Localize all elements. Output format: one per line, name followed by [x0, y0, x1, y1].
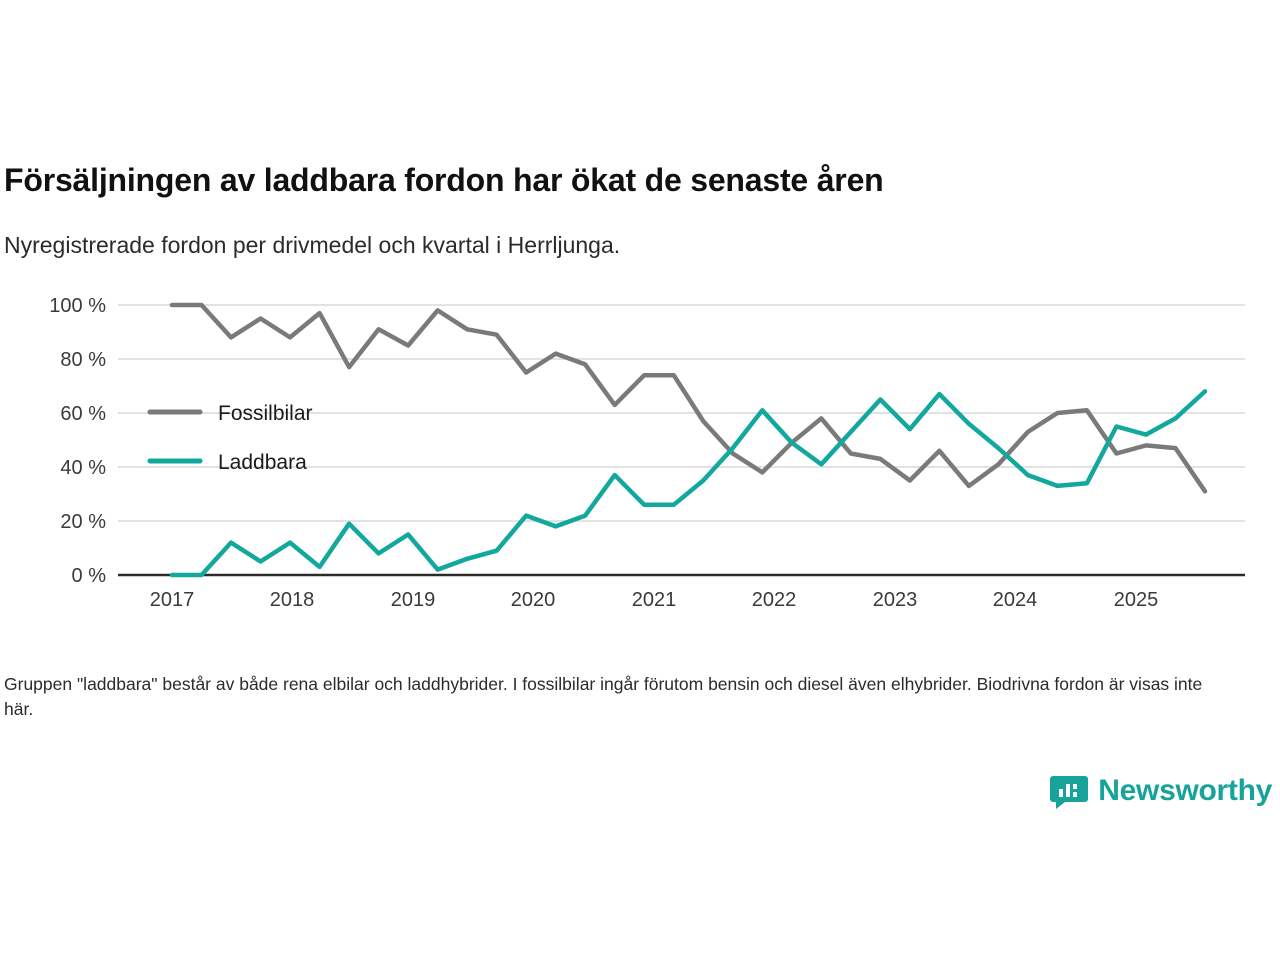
x-axis-tick-labels: [150, 589, 1159, 611]
newsworthy-logo: [1050, 772, 1272, 810]
legend-label-laddbara: Laddbara: [218, 451, 307, 474]
x-tick-label: 2017: [149, 589, 195, 611]
y-tick-label: 0 %: [71, 565, 106, 587]
x-tick-label: 2022: [751, 589, 797, 611]
series-line-fossilbilar: [172, 305, 1205, 491]
x-tick-label: 2025: [1113, 589, 1159, 611]
y-tick-label: 20 %: [60, 511, 106, 533]
x-tick-label: 2024: [992, 589, 1038, 611]
x-tick-label: 2023: [872, 589, 918, 611]
chart-footnote: Gruppen "laddbara" består av både rena elbilar och laddhybrider. I fossilbilar ingår förutom bensin och diesel även elhybrider. Biodrivna fordon är visas inte här.: [4, 674, 1203, 720]
page-title: Försäljningen av laddbara fordon har ökat de senaste åren: [4, 162, 884, 199]
x-tick-label: 2018: [269, 589, 315, 611]
legend-label-fossilbilar: Fossilbilar: [218, 402, 313, 425]
x-tick-label: 2019: [390, 589, 436, 611]
chart-container: [0, 285, 1280, 625]
bar-chart-logo-icon: [1050, 772, 1088, 810]
y-axis-tick-labels: [49, 295, 106, 587]
y-tick-label: 100 %: [49, 295, 106, 317]
chart-subtitle: Nyregistrerade fordon per drivmedel och kvartal i Herrljunga.: [4, 232, 621, 258]
brand-name: Newsworthy: [1098, 774, 1272, 807]
line-chart: [0, 285, 1280, 625]
x-tick-label: 2021: [631, 589, 677, 611]
y-tick-label: 40 %: [60, 457, 106, 479]
x-tick-label: 2020: [510, 589, 556, 611]
y-tick-label: 60 %: [60, 403, 106, 425]
y-tick-label: 80 %: [60, 349, 106, 371]
chart-legend: [150, 402, 313, 474]
